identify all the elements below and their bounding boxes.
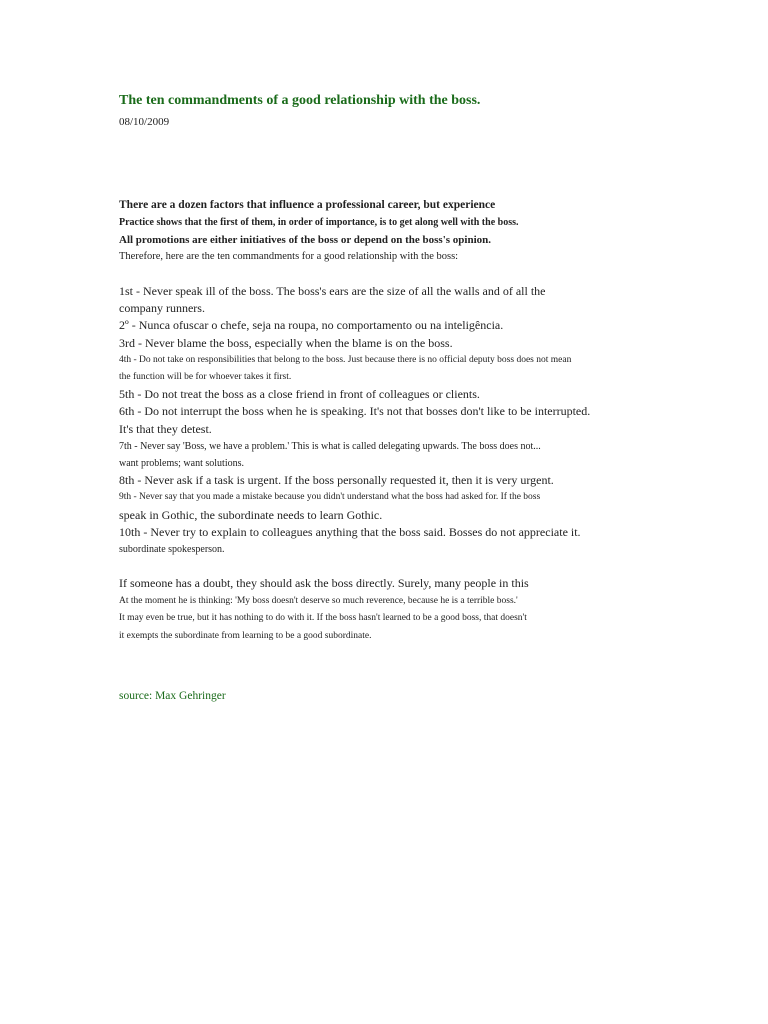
commandments-list [119,283,719,558]
commandment-line: speak in Gothic, the subordinate needs to learn Gothic. [119,507,383,522]
commandment-line: 10th - Never try to explain to colleagues anything that the boss said. Bosses do not appreciate it. [119,524,581,539]
commandment-line: 3rd - Never blame the boss, especially when the blame is on the boss. [119,335,453,350]
commandment-line: 6th - Do not interrupt the boss when he is speaking. It's not that bosses don't like to be interrupted. [119,404,591,419]
commandment-line: subordinate spokesperson. [119,544,225,556]
closing-paragraph [119,575,719,645]
article-date: 08/10/2009 [119,116,170,128]
closing-line: At the moment he is thinking: 'My boss doesn't deserve so much reverence, because he is a terrible boss.' [119,595,518,606]
commandment-line: company runners. [119,301,205,316]
intro-line: All promotions are either initiatives of the boss or depend on the boss's opinion. [119,234,492,246]
source-credit: source: Max Gehringer [119,690,226,702]
commandment-line: 2º - Nunca ofuscar o chefe, seja na roupa, no comportamento ou na inteligência. [119,318,504,333]
closing-line: it exempts the subordinate from learning to be a good subordinate. [119,630,372,641]
intro-paragraph [119,197,679,265]
commandment-line: want problems; want solutions. [119,458,244,470]
intro-line: Therefore, here are the ten commandments for a good relationship with the boss: [119,251,459,262]
commandment-line: It's that they detest. [119,421,212,436]
commandment-line: 8th - Never ask if a task is urgent. If the boss personally requested it, then it is very urgent. [119,473,554,488]
intro-line: There are a dozen factors that influence a professional career, but experience [119,199,496,211]
commandment-line: 1st - Never speak ill of the boss. The boss's ears are the size of all the walls and of all the [119,284,546,298]
commandment-line: 4th - Do not take on responsibilities that belong to the boss. Just because there is no official deputy boss does not mean [119,354,572,365]
commandment-line: 9th - Never say that you made a mistake because you didn't understand what the boss had asked for. If the boss [119,492,541,503]
article-title: The ten commandments of a good relationship with the boss. [119,93,481,108]
commandment-line: 5th - Do not treat the boss as a close friend in front of colleagues or clients. [119,387,480,402]
commandment-line: 7th - Never say 'Boss, we have a problem.' This is what is called delegating upwards. The boss does not... [119,440,541,452]
commandment-line: the function will be for whoever takes it first. [119,372,292,383]
intro-line: Practice shows that the first of them, in order of importance, is to get along well with the boss. [119,217,519,228]
closing-line: If someone has a doubt, they should ask the boss directly. Surely, many people in this [119,576,529,590]
closing-line: It may even be true, but it has nothing to do with it. If the boss hasn't learned to be a good boss, that doesn't [119,613,527,623]
